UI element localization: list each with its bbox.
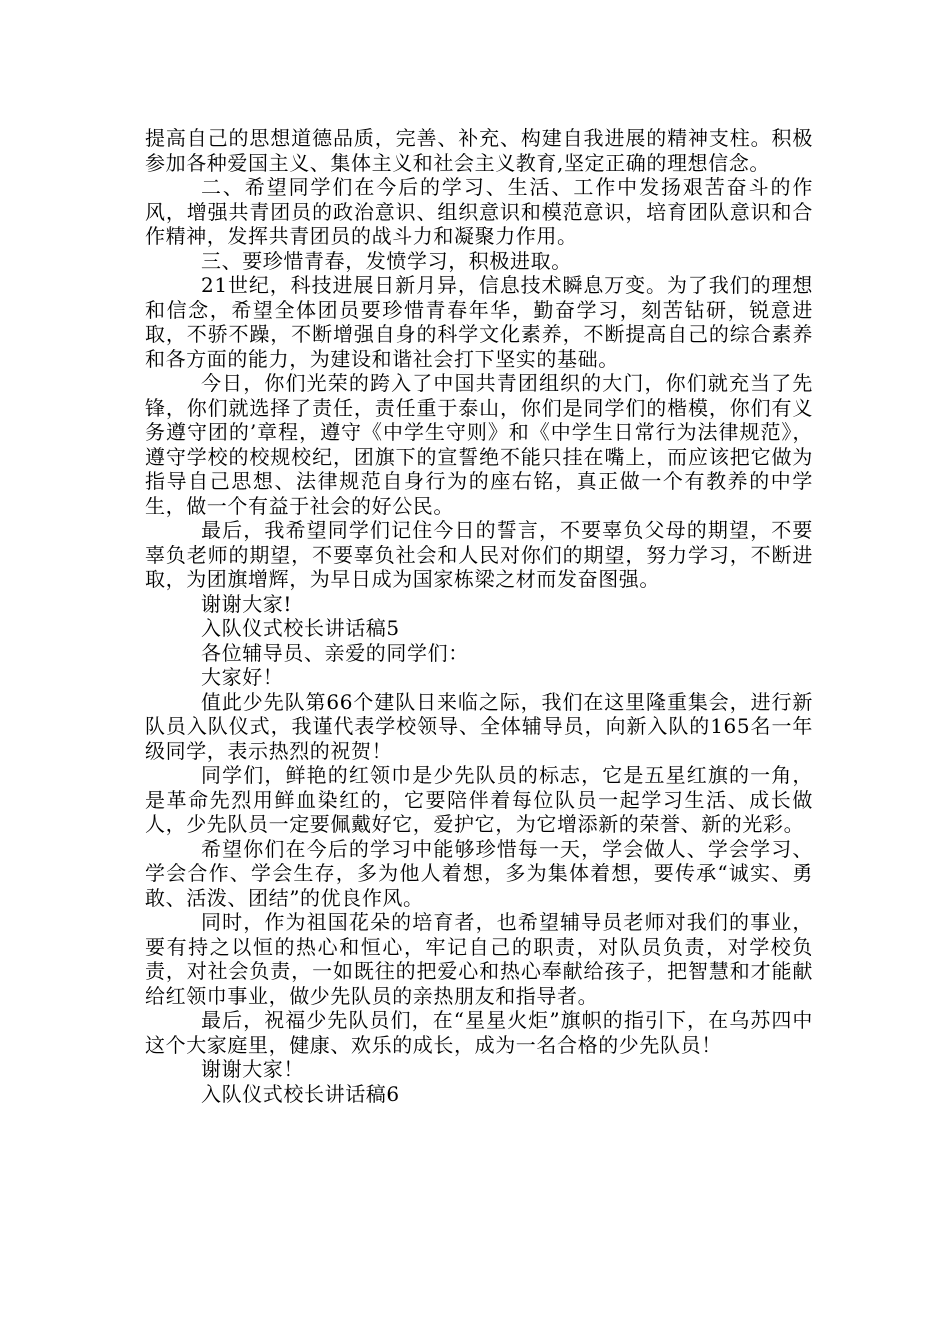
paragraph: 希望你们在今后的学习中能够珍惜每一天，学会做人、学会学习、学会合作、学会生存，多为他人着想，多为集体着想，要传承“诚实、勇敢、活泼、团结”的优良作风。	[145, 836, 813, 910]
closing-thanks: 谢谢大家！	[201, 1057, 304, 1081]
paragraph: 最后，我希望同学们记住今日的誓言，不要辜负父母的期望，不要辜负老师的期望，不要辜负社会和人民对你们的期望，努力学习，不断进取，为团旗增辉，为早日成为国家栋梁之材而发奋图强。	[145, 518, 813, 591]
paragraph: 今日，你们光荣的跨入了中国共青团组织的大门，你们就充当了先锋，你们就选择了责任，责任重于泰山，你们是同学们的楷模，你们有义务遵守团的’章程，遵守《中学生守则》和《中学生日常行为法律规范》，遵守学校的校规校纪，团旗下的宣誓绝不能只挂在嘴上，而应该把它做为指导自己思想、法律规范自身行为的座右铭，真正做一个有教养的中学生，做一个有益于社会的好公民。	[145, 371, 813, 518]
paragraph: 21世纪，科技进展日新月异，信息技术瞬息万变。为了我们的理想和信念，希望全体团员要珍惜青春年华，勤奋学习，刻苦钻研，锐意进取，不骄不躁，不断增强自身的科学文化素养，不断提高自己的综合素养和各方面的能力，为建设和谐社会打下坚实的基础。	[145, 273, 813, 371]
paragraph: 同时，作为祖国花朵的培育者，也希望辅导员老师对我们的事业，要有持之以恒的热心和恒心，牢记自己的职责，对队员负责，对学校负责，对社会负责，一如既往的把爱心和热心奉献给孩子，把智慧和才能献给红领巾事业，做少先队员的亲热朋友和指导者。	[145, 910, 813, 1008]
paragraph: 三、要珍惜青春，发愤学习，积极进取。	[201, 248, 572, 273]
greeting: 大家好！	[201, 665, 284, 689]
paragraph: 二、希望同学们在今后的学习、生活、工作中发扬艰苦奋斗的作风，增强共青团员的政治意识、组织意识和模范意识，培育团队意识和合作精神，发挥共青团员的战斗力和凝聚力作用。	[145, 175, 813, 248]
section-heading: 入队仪式校长讲话稿5	[201, 616, 400, 640]
salutation: 各位辅导员、亲爱的同学们：	[201, 640, 469, 665]
paragraph: 同学们，鲜艳的红领巾是少先队员的标志，它是五星红旗的一角，是革命先烈用鲜血染红的，它要陪伴着每位队员一起学习生活、成长做人，少先队员一定要佩戴好它，爱护它，为它增添新的荣誉、新的光彩。	[145, 763, 813, 836]
closing-thanks: 谢谢大家!	[201, 591, 293, 616]
paragraph: 提高自己的思想道德品质，完善、补充、构建自我进展的精神支柱。积极参加各种爱国主义、集体主义和社会主义教育,坚定正确的理想信念。	[145, 126, 813, 175]
document-body	[145, 126, 813, 1106]
paragraph: 值此少先队第66个建队日来临之际，我们在这里隆重集会，进行新队员入队仪式，我谨代表学校领导、全体辅导员，向新入队的165名一年级同学，表示热烈的祝贺！	[145, 689, 813, 763]
paragraph: 最后，祝福少先队员们，在“星星火炬”旗帜的指引下，在乌苏四中这个大家庭里，健康、欢乐的成长，成为一名合格的少先队员！	[145, 1008, 813, 1057]
section-heading: 入队仪式校长讲话稿6	[201, 1081, 400, 1106]
